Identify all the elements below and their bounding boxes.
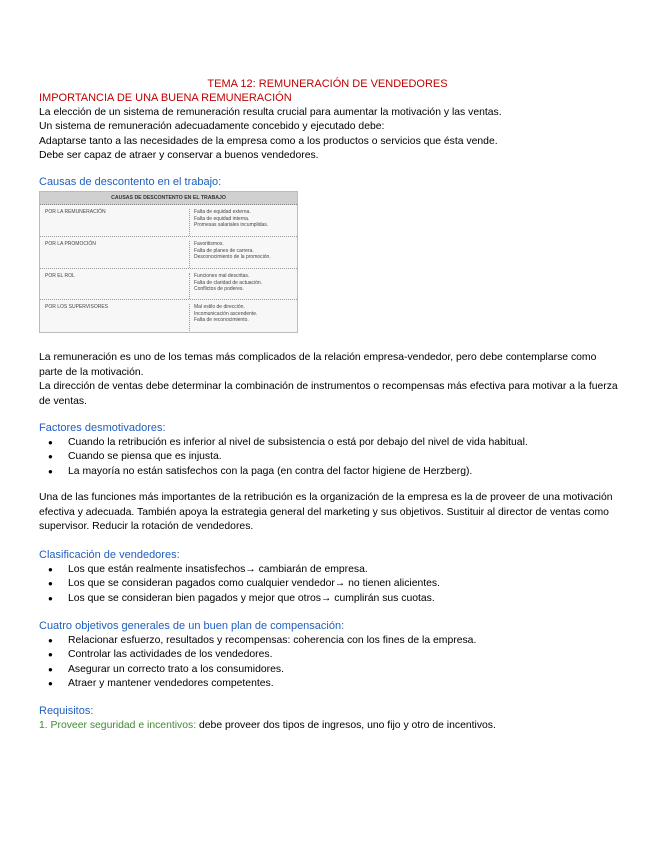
table-row-items — [190, 209, 297, 236]
list-item: ● Relacionar esfuerzo, resultados y recompensas: coherencia con los fines de la empresa. — [39, 634, 619, 649]
table-cell: Falta de reconocimiento. — [194, 317, 249, 323]
text-line: Adaptarse tanto a las necesidades de la empresa como a los productos o servicios que ésta vende. — [39, 135, 498, 147]
paragraph: La remuneración es uno de los temas más complicados de la relación empresa-vendedor, pero debe contemplarse como parte de la motivación. — [39, 352, 597, 378]
table-cell: Conflictos de poderes. — [194, 286, 244, 292]
paragraph: Una de las funciones más importantes de la retribución es la organización de la empresa es la de proveer de una motivación efectiva y adecuada. También apoya la estrategia general del marketing y sus objetivos. Sustituir al director de ventas como supervisor. Reducir la rotación de vendedores. — [39, 492, 613, 532]
table-cell: Falta de equidad externa. — [194, 209, 251, 215]
table-row-label: POR LA PROMOCIÓN — [40, 241, 190, 268]
section-importancia — [39, 91, 619, 164]
table-cell: Falta de planes de carrera. — [194, 247, 254, 254]
section-funciones — [39, 491, 619, 535]
section-causas — [39, 175, 619, 190]
list-item: ● La mayoría no están satisfechos con la paga (en contra del factor higiene de Herzberg). — [39, 465, 619, 480]
table-row — [40, 269, 297, 300]
causas-table-image — [39, 191, 298, 333]
list-item: ● Atraer y mantener vendedores competentes. — [39, 677, 619, 692]
text-line: La elección de un sistema de remuneración resulta crucial para aumentar la motivación y las ventas. — [39, 106, 502, 118]
bullet-list — [39, 563, 619, 607]
list-item: ● Cuando la retribución es inferior al nivel de subsistencia o está por debajo del nivel de vida habitual. — [39, 436, 619, 451]
paragraph: La dirección de ventas debe determinar la combinación de instrumentos o recompensas más efectiva para motivar a la fuerza de ventas. — [39, 381, 618, 407]
table-cell: Incomunicación ascendente. — [194, 310, 258, 317]
table-row — [40, 205, 297, 237]
table-row — [40, 237, 297, 269]
table-header: CAUSAS DE DESCONTENTO EN EL TRABAJO — [40, 192, 297, 205]
list-item: ● Los que se consideran bien pagados y mejor que otros→ cumplirán sus cuotas. — [39, 592, 619, 607]
section-remuneracion-text — [39, 351, 619, 409]
bullet-list — [39, 634, 619, 692]
table-cell: Favoritismos. — [194, 241, 224, 247]
table-cell: Promesas salariales incumplidas. — [194, 222, 269, 228]
section-heading-factores: Factores desmotivadores: — [39, 422, 166, 434]
section-heading-clasificacion: Clasificación de vendedores: — [39, 549, 180, 561]
section-heading-objetivos: Cuatro objetivos generales de un buen plan de compensación: — [39, 620, 345, 632]
table-row-label: POR EL ROL — [40, 273, 190, 299]
table-cell: Funciones mal descritas. — [194, 273, 250, 279]
list-item: ● Los que se consideran pagados como cualquier vendedor→ no tienen alicientes. — [39, 577, 619, 592]
requisito-label: 1. Proveer seguridad e incentivos: — [39, 719, 197, 731]
requisito-item — [39, 719, 619, 734]
table-row-items — [190, 304, 297, 331]
section-heading-importancia: IMPORTANCIA DE UNA BUENA REMUNERACIÓN — [39, 92, 292, 104]
section-heading-requisitos: Requisitos: — [39, 705, 94, 717]
text-line: Debe ser capaz de atraer y conservar a buenos vendedores. — [39, 150, 319, 161]
section-heading-causas: Causas de descontento en el trabajo: — [39, 176, 222, 188]
document-title: TEMA 12: REMUNERACIÓN DE VENDEDORES — [207, 78, 448, 90]
requisito-text: debe proveer dos tipos de ingresos, uno fijo y otro de incentivos. — [196, 719, 496, 731]
list-item: ● Los que están realmente insatisfechos→ cambiarán de empresa. — [39, 563, 619, 578]
table-row-label: POR LOS SUPERVISORES — [40, 304, 190, 331]
text-line: Un sistema de remuneración adecuadamente concebido y ejecutado debe: — [39, 121, 385, 132]
table-cell: Mal estilo de dirección. — [194, 304, 245, 310]
list-item: ● Controlar las actividades de los vendedores. — [39, 648, 619, 663]
table-cell: Desconocimiento de la promoción. — [194, 254, 271, 260]
section-objetivos — [39, 619, 619, 692]
section-factores — [39, 421, 619, 479]
table-row — [40, 300, 297, 331]
table-row-items — [190, 273, 297, 299]
table-row-items — [190, 241, 297, 268]
table-row-label: POR LA REMUNERACIÓN — [40, 209, 190, 236]
table-cell: Falta de equidad interna. — [194, 215, 250, 222]
list-item: ● Asegurar un correcto trato a los consumidores. — [39, 663, 619, 678]
list-item: ● Cuando se piensa que es injusta. — [39, 450, 619, 465]
table-cell: Falta de claridad de actuación. — [194, 279, 263, 286]
section-requisitos — [39, 704, 619, 733]
bullet-list — [39, 436, 619, 480]
section-clasificacion — [39, 548, 619, 606]
